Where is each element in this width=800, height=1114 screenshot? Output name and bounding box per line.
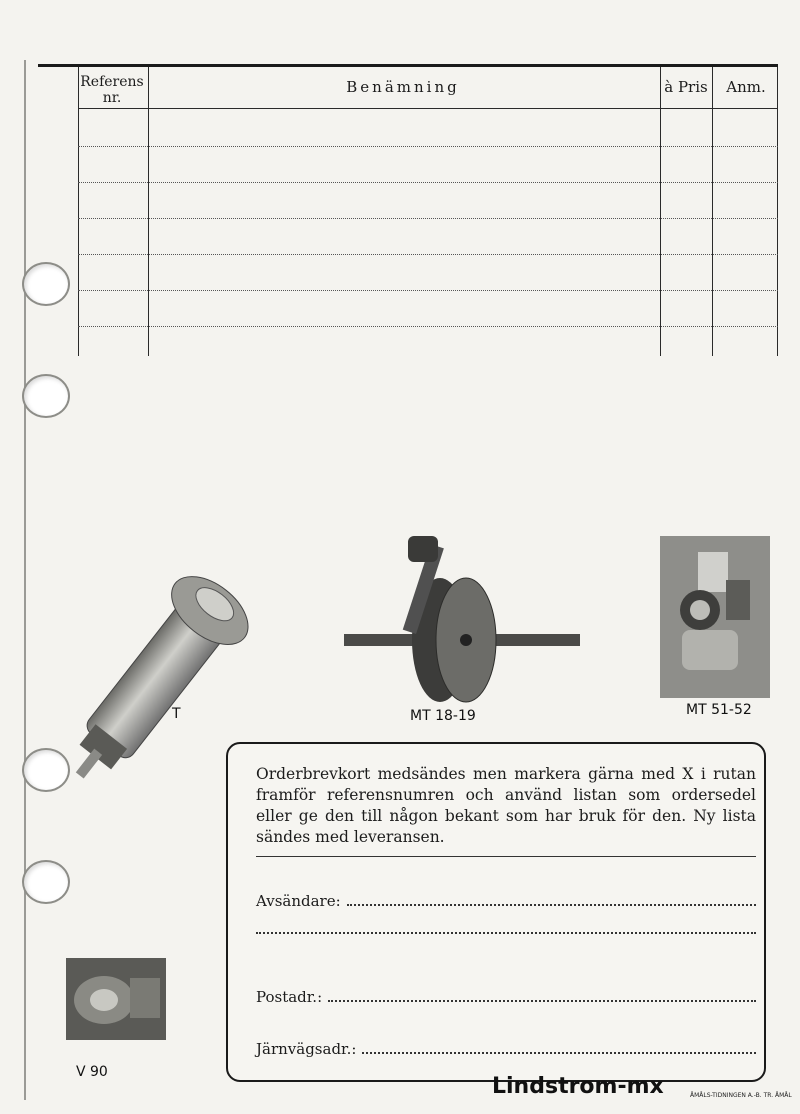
product-mt18-label: MT 18-19 <box>410 708 476 724</box>
table-column-divider <box>712 67 713 356</box>
binder-hole <box>22 374 70 418</box>
table-column-divider <box>660 67 661 356</box>
binder-edge <box>24 60 26 1100</box>
jarnvag-field[interactable] <box>256 1040 756 1058</box>
table-row[interactable] <box>78 218 778 219</box>
table-row[interactable] <box>78 326 778 327</box>
postadr-field[interactable] <box>256 988 756 1006</box>
product-v90-label: V 90 <box>76 1064 108 1080</box>
table-row[interactable] <box>78 290 778 291</box>
order-card <box>226 742 766 1082</box>
printer-imprint: ÅMÅLS-TIDNINGEN A.-B. TR. ÅMÅL <box>690 1092 792 1099</box>
binder-hole <box>22 860 70 904</box>
table-row[interactable] <box>78 254 778 255</box>
order-table <box>38 64 778 356</box>
table-top-rule <box>38 64 778 67</box>
sender-extra-field[interactable] <box>256 932 756 938</box>
header-pris: à Pris <box>664 78 708 96</box>
header-benamning: Benämning <box>346 78 460 96</box>
order-divider <box>256 856 756 857</box>
jarnvag-line[interactable] <box>362 1052 756 1054</box>
postadr-line[interactable] <box>328 1000 756 1002</box>
jarnvag-label: Järnvägsadr.: <box>256 1040 357 1058</box>
table-row[interactable] <box>78 146 778 147</box>
product-v90-image <box>66 958 166 1040</box>
product-mt51-image <box>660 536 770 698</box>
product-t-label: T <box>172 706 181 722</box>
table-column-divider <box>78 67 79 356</box>
brand-watermark: Lindstrom-mx <box>492 1074 664 1099</box>
sender-label: Avsändare: <box>256 892 341 910</box>
sender-field[interactable] <box>256 892 756 910</box>
sender-line[interactable] <box>347 904 756 906</box>
product-mt51-label: MT 51-52 <box>686 702 752 718</box>
table-row[interactable] <box>78 182 778 183</box>
table-column-divider <box>777 67 778 356</box>
header-anm: Anm. <box>726 78 766 96</box>
table-header-rule <box>78 108 778 109</box>
postadr-label: Postadr.: <box>256 988 323 1006</box>
header-referens <box>78 74 146 106</box>
table-column-divider <box>148 67 149 356</box>
sender-extra-line[interactable] <box>256 932 756 934</box>
header-referens-line2: nr. <box>102 90 122 106</box>
order-instructions: Orderbrevkort medsändes men markera gärna med X i rutan framför referensnumren och använd listan som ordersedel eller ge den till någon bekant som har bruk för den. Ny lista sändes med leveransen. <box>256 765 756 846</box>
product-mt18-image <box>340 530 590 706</box>
header-referens-line1: Referens <box>80 74 144 90</box>
